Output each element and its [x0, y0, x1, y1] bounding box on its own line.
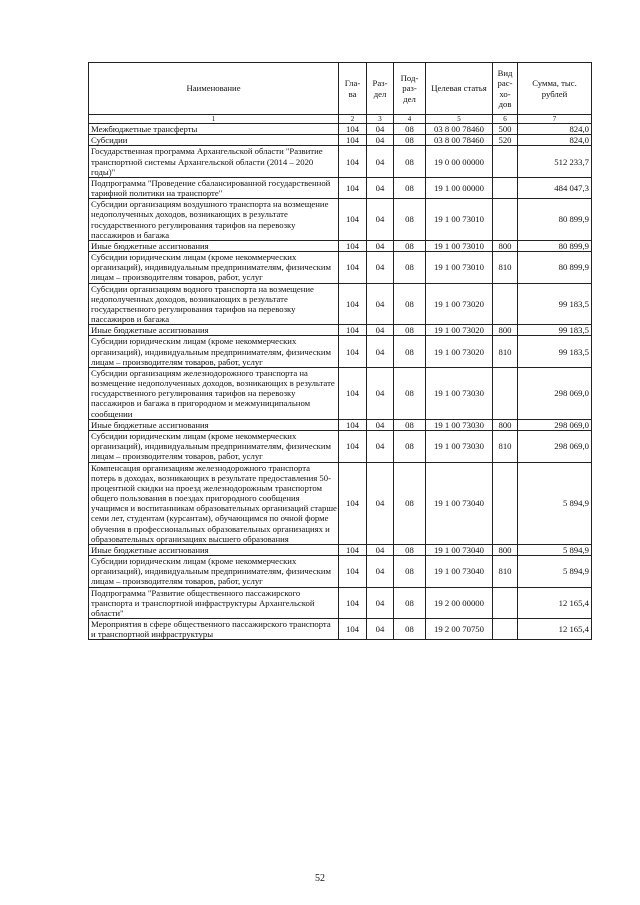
row-razdel: 04 [367, 419, 394, 430]
row-target-article: 19 1 00 73010 [426, 252, 493, 284]
table-header-row [89, 63, 592, 115]
row-podrazdel: 08 [394, 240, 426, 251]
row-razdel: 04 [367, 252, 394, 284]
row-podrazdel: 08 [394, 252, 426, 284]
row-expense-type: 810 [493, 252, 518, 284]
row-target-article: 19 0 00 00000 [426, 146, 493, 178]
column-number: 3 [367, 115, 394, 124]
row-glava: 104 [339, 556, 367, 588]
row-glava: 104 [339, 124, 367, 135]
row-sum: 5 894,9 [518, 556, 592, 588]
header-name: Наименование [89, 63, 339, 115]
row-name: Мероприятия в сфере общественного пассажирского транспорта и транспортной инфраструктуры [89, 619, 339, 640]
row-sum: 80 899,9 [518, 252, 592, 284]
header-glava: Гла-ва [339, 63, 367, 115]
table-row [89, 462, 592, 544]
row-glava: 104 [339, 199, 367, 241]
row-razdel: 04 [367, 199, 394, 241]
row-glava: 104 [339, 544, 367, 555]
row-razdel: 04 [367, 430, 394, 462]
row-sum: 80 899,9 [518, 199, 592, 241]
table-row [89, 544, 592, 555]
table-row [89, 325, 592, 336]
row-podrazdel: 08 [394, 325, 426, 336]
row-glava: 104 [339, 146, 367, 178]
row-razdel: 04 [367, 283, 394, 325]
row-name: Иные бюджетные ассигнования [89, 419, 339, 430]
row-name: Государственная программа Архангельской области "Развитие транспортной системы Архангельской области (2014 – 2020 годы)" [89, 146, 339, 178]
row-razdel: 04 [367, 135, 394, 146]
table-row [89, 177, 592, 198]
header-razdel: Раз-дел [367, 63, 394, 115]
row-name: Компенсация организациям железнодорожного транспорта потерь в доходах, возникающих в результате предоставления 50-процентной скидки на проезд железнодорожным транспортом общего пользования в поездах пригородного сообщения учащимся и воспитанникам образовательных организаций старше семи лет, студентам (курсантам), обучающимся по очной форме обучения в профессиональных образовательных организациях и образовательных организациях высшего образования [89, 462, 339, 544]
row-podrazdel: 08 [394, 177, 426, 198]
row-expense-type: 810 [493, 336, 518, 368]
row-sum: 99 183,5 [518, 336, 592, 368]
row-podrazdel: 08 [394, 462, 426, 544]
row-name: Иные бюджетные ассигнования [89, 325, 339, 336]
row-glava: 104 [339, 462, 367, 544]
row-sum: 824,0 [518, 124, 592, 135]
row-target-article: 03 8 00 78460 [426, 124, 493, 135]
row-target-article: 19 2 00 00000 [426, 587, 493, 619]
table-row [89, 146, 592, 178]
row-expense-type [493, 587, 518, 619]
row-podrazdel: 08 [394, 146, 426, 178]
row-target-article: 19 1 00 73010 [426, 240, 493, 251]
row-expense-type [493, 146, 518, 178]
column-number: 1 [89, 115, 339, 124]
table-row [89, 336, 592, 368]
row-glava: 104 [339, 252, 367, 284]
row-sum: 5 894,9 [518, 544, 592, 555]
row-target-article: 19 2 00 70750 [426, 619, 493, 640]
row-expense-type: 800 [493, 240, 518, 251]
table-row [89, 283, 592, 325]
table-row [89, 587, 592, 619]
header-expense-type: Вид рас-хо-дов [493, 63, 518, 115]
row-podrazdel: 08 [394, 544, 426, 555]
row-expense-type: 800 [493, 419, 518, 430]
table-row [89, 556, 592, 588]
row-target-article: 19 1 00 73020 [426, 325, 493, 336]
row-name: Субсидии юридическим лицам (кроме некоммерческих организаций), индивидуальным предпринимателям, физическим лицам – производителям товаров, работ, услуг [89, 430, 339, 462]
row-glava: 104 [339, 367, 367, 419]
row-sum: 824,0 [518, 135, 592, 146]
row-name: Субсидии организациям водного транспорта на возмещение недополученных доходов, возникающих в результате государственного регулирования тарифов на перевозку пассажиров и багажа [89, 283, 339, 325]
row-name: Субсидии юридическим лицам (кроме некоммерческих организаций), индивидуальным предпринимателям, физическим лицам – производителям товаров, работ, услуг [89, 252, 339, 284]
row-name: Субсидии организациям воздушного транспорта на возмещение недополученных доходов, возникающих в результате государственного регулирования тарифов на перевозку пассажиров и багажа [89, 199, 339, 241]
budget-table [88, 62, 592, 640]
row-podrazdel: 08 [394, 283, 426, 325]
row-glava: 104 [339, 430, 367, 462]
row-target-article: 19 1 00 73030 [426, 367, 493, 419]
row-razdel: 04 [367, 336, 394, 368]
row-razdel: 04 [367, 177, 394, 198]
row-glava: 104 [339, 283, 367, 325]
row-razdel: 04 [367, 325, 394, 336]
row-sum: 12 165,4 [518, 619, 592, 640]
header-podrazdel: Под-раз-дел [394, 63, 426, 115]
row-expense-type [493, 619, 518, 640]
row-razdel: 04 [367, 146, 394, 178]
row-podrazdel: 08 [394, 124, 426, 135]
row-expense-type: 800 [493, 325, 518, 336]
row-podrazdel: 08 [394, 199, 426, 241]
row-sum: 5 894,9 [518, 462, 592, 544]
row-podrazdel: 08 [394, 336, 426, 368]
row-expense-type [493, 367, 518, 419]
row-podrazdel: 08 [394, 430, 426, 462]
table-row [89, 135, 592, 146]
table-row [89, 619, 592, 640]
row-razdel: 04 [367, 544, 394, 555]
row-target-article: 19 1 00 73040 [426, 544, 493, 555]
header-sum: Сумма, тыс. рублей [518, 63, 592, 115]
row-sum: 298 069,0 [518, 367, 592, 419]
row-glava: 104 [339, 325, 367, 336]
row-razdel: 04 [367, 587, 394, 619]
row-sum: 99 183,5 [518, 283, 592, 325]
row-name: Субсидии юридическим лицам (кроме некоммерческих организаций), индивидуальным предпринимателям, физическим лицам – производителям товаров, работ, услуг [89, 556, 339, 588]
row-sum: 80 899,9 [518, 240, 592, 251]
row-podrazdel: 08 [394, 587, 426, 619]
table-row [89, 430, 592, 462]
row-glava: 104 [339, 177, 367, 198]
row-expense-type [493, 283, 518, 325]
table-row [89, 240, 592, 251]
row-razdel: 04 [367, 619, 394, 640]
row-expense-type: 810 [493, 430, 518, 462]
row-expense-type [493, 462, 518, 544]
row-razdel: 04 [367, 556, 394, 588]
row-target-article: 03 8 00 78460 [426, 135, 493, 146]
row-razdel: 04 [367, 462, 394, 544]
row-sum: 484 047,3 [518, 177, 592, 198]
row-target-article: 19 1 00 73030 [426, 430, 493, 462]
row-podrazdel: 08 [394, 619, 426, 640]
row-name: Межбюджетные трансферты [89, 124, 339, 135]
row-sum: 12 165,4 [518, 587, 592, 619]
row-glava: 104 [339, 240, 367, 251]
table-row [89, 419, 592, 430]
document-page [88, 62, 591, 640]
row-target-article: 19 1 00 73020 [426, 283, 493, 325]
row-name: Субсидии [89, 135, 339, 146]
row-expense-type: 810 [493, 556, 518, 588]
row-expense-type: 800 [493, 544, 518, 555]
row-razdel: 04 [367, 124, 394, 135]
table-body [89, 124, 592, 640]
row-sum: 512 233,7 [518, 146, 592, 178]
row-podrazdel: 08 [394, 367, 426, 419]
row-target-article: 19 1 00 73030 [426, 419, 493, 430]
row-target-article: 19 1 00 73040 [426, 462, 493, 544]
column-number: 7 [518, 115, 592, 124]
row-name: Подпрограмма "Проведение сбалансированной государственной тарифной политики на транспорте" [89, 177, 339, 198]
row-target-article: 19 1 00 73020 [426, 336, 493, 368]
row-target-article: 19 1 00 73040 [426, 556, 493, 588]
row-glava: 104 [339, 619, 367, 640]
row-podrazdel: 08 [394, 419, 426, 430]
row-expense-type [493, 199, 518, 241]
row-expense-type [493, 177, 518, 198]
table-row [89, 367, 592, 419]
row-razdel: 04 [367, 240, 394, 251]
table-row [89, 252, 592, 284]
table-row [89, 124, 592, 135]
row-glava: 104 [339, 336, 367, 368]
header-target-article: Целевая статья [426, 63, 493, 115]
row-name: Субсидии юридическим лицам (кроме некоммерческих организаций), индивидуальным предпринимателям, физическим лицам – производителям товаров, работ, услуг [89, 336, 339, 368]
row-glava: 104 [339, 135, 367, 146]
row-expense-type: 500 [493, 124, 518, 135]
row-name: Иные бюджетные ассигнования [89, 240, 339, 251]
row-target-article: 19 1 00 73010 [426, 199, 493, 241]
row-target-article: 19 1 00 00000 [426, 177, 493, 198]
row-podrazdel: 08 [394, 556, 426, 588]
column-number: 5 [426, 115, 493, 124]
column-number: 2 [339, 115, 367, 124]
row-name: Субсидии организациям железнодорожного транспорта на возмещение недополученных доходов, возникающих в результате государственного регулирования тарифов на перевозку пассажиров и багажа в пригородном и межмуниципальном сообщении [89, 367, 339, 419]
row-glava: 104 [339, 419, 367, 430]
row-podrazdel: 08 [394, 135, 426, 146]
row-sum: 298 069,0 [518, 430, 592, 462]
row-glava: 104 [339, 587, 367, 619]
row-sum: 298 069,0 [518, 419, 592, 430]
row-razdel: 04 [367, 367, 394, 419]
row-expense-type: 520 [493, 135, 518, 146]
row-sum: 99 183,5 [518, 325, 592, 336]
page-number: 52 [315, 873, 325, 884]
row-name: Подпрограмма "Развитие общественного пассажирского транспорта и транспортной инфраструктуры Архангельской области" [89, 587, 339, 619]
row-name: Иные бюджетные ассигнования [89, 544, 339, 555]
column-number: 6 [493, 115, 518, 124]
column-number-row [89, 115, 592, 124]
table-row [89, 199, 592, 241]
column-number: 4 [394, 115, 426, 124]
